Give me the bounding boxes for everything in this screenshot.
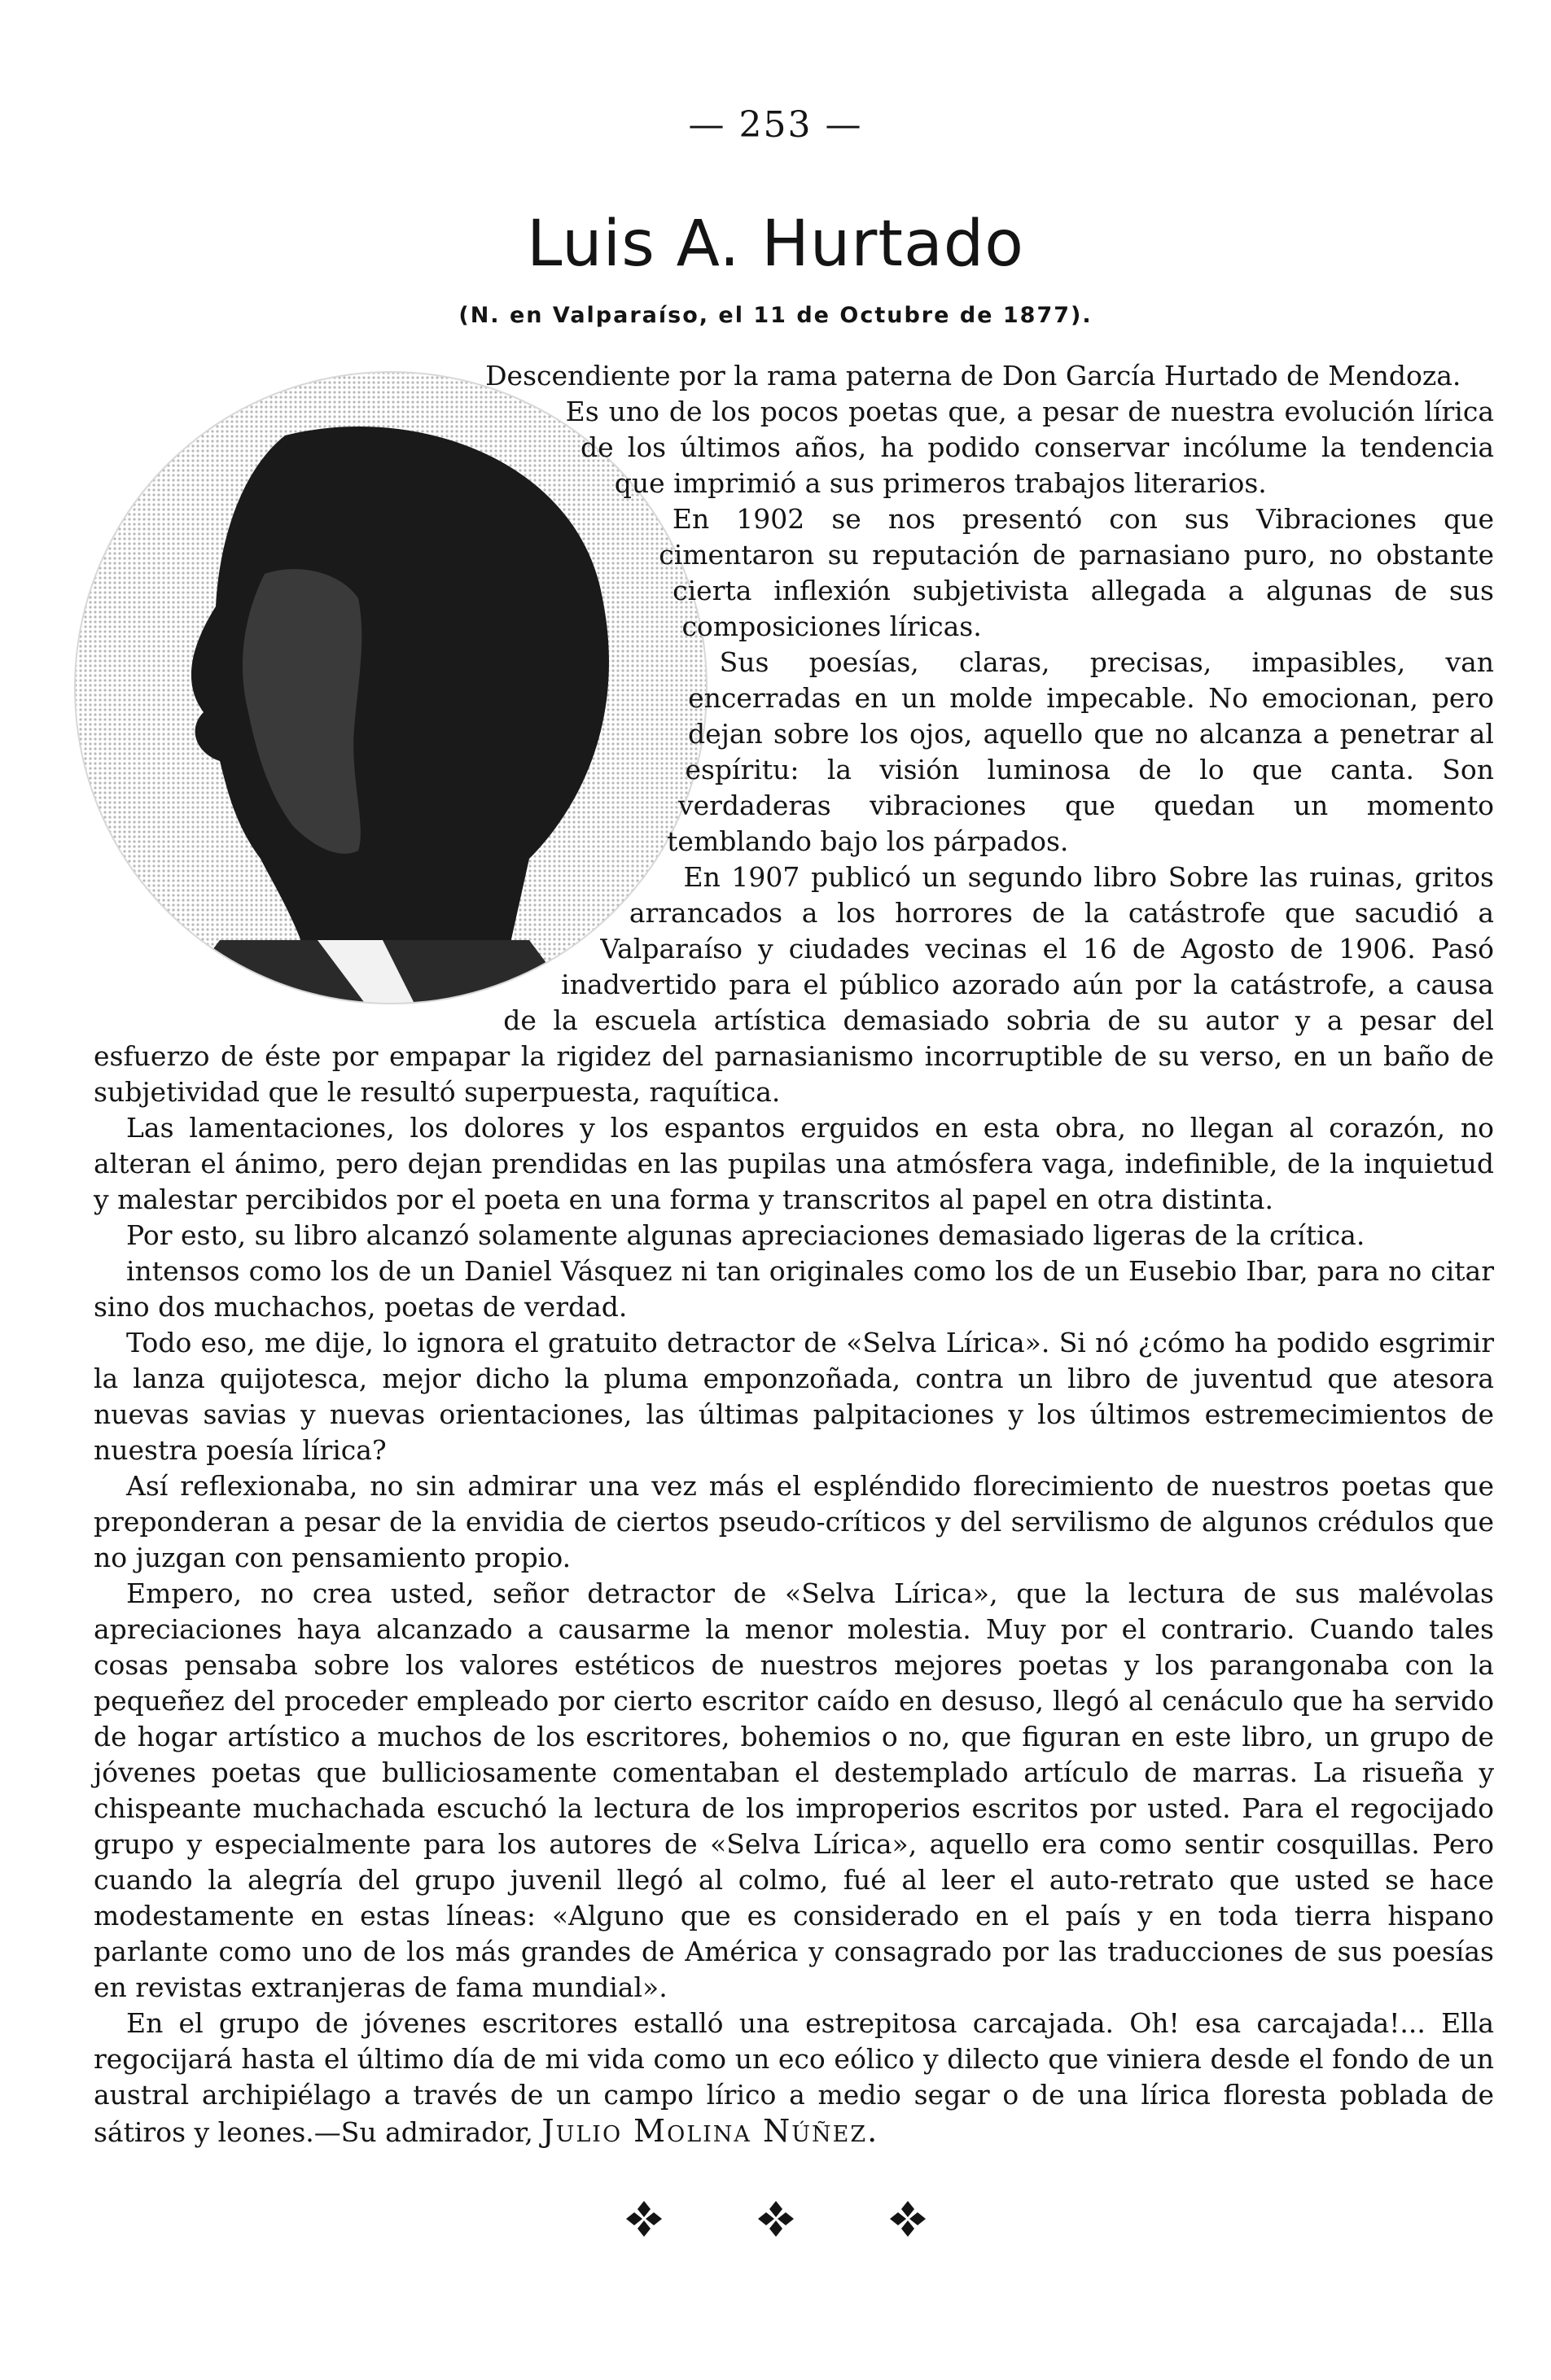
article-body	[94, 358, 1494, 2150]
paragraph: Es uno de los pocos poetas que, a pesar de nuestra evolución lírica de los últimos años, ha podido conservar incólume la tendencia que imprimió a sus primeros trabajos literarios.	[565, 396, 1494, 499]
page-title: Luis A. Hurtado	[527, 208, 1024, 281]
fleuron-icon	[887, 2198, 929, 2240]
birth-note: (N. en Valparaíso, el 11 de Octubre de 1877).	[458, 303, 1093, 328]
paragraph: Las lamentaciones, los dolores y los espantos erguidos en esta obra, no llegan al corazón, no alteran el ánimo, pero dejan prendidas en las pupilas una atmósfera vaga, indefinible, de la inquietud y malestar percibidos por el poeta en una forma y transcritos al papel en otra distinta.	[94, 1112, 1494, 1215]
paragraph: En 1902 se nos presentó con sus Vibraciones que cimentaron su reputación de parnasiano puro, no obstante cierta inflexión subjetivista allegada a algunas de sus composiciones líricas.	[659, 503, 1494, 642]
ornament-row	[0, 2198, 1551, 2240]
page-number: — 253 —	[688, 104, 863, 146]
paragraph: Todo eso, me dije, lo ignora el gratuito detractor de «Selva Lírica». Si nó ¿cómo ha podido esgrimir la lanza quijotesca, mejor dicho la pluma emponzoñada, contra un libro de juventud que atesora nuevas savias y nuevas orientaciones, las últimas palpitaciones y los últimos estremecimientos de nuestra poesía lírica?	[94, 1327, 1494, 1466]
signature: Julio Molina Núñez.	[541, 2113, 879, 2149]
paragraph: Así reflexionaba, no sin admirar una vez más el espléndido florecimiento de nuestros poetas que preponderan a pesar de la envidia de ciertos pseudo-críticos y del servilismo de algunos crédulos que no juzgan con pensamiento propio.	[94, 1470, 1494, 1573]
paragraph	[94, 2006, 1494, 2150]
paragraph: intensos como los de un Daniel Vásquez ni tan originales como los de un Eusebio Ibar, para no citar sino dos muchachos, poetas de verdad.	[94, 1255, 1494, 1323]
fleuron-icon	[755, 2198, 797, 2240]
paragraph: Sus poesías, claras, precisas, impasibles, van encerradas en un molde impecable. No emocionan, pero dejan sobre los ojos, aquello que no alcanza a penetrar al espíritu: la visión luminosa de lo que canta. Son verdaderas vibraciones que quedan un momento temblando bajo los párpados.	[667, 646, 1494, 857]
paragraph: En 1907 publicó un segundo libro Sobre las ruinas, gritos arrancados a los horrores de la catástrofe que sacudió a Valparaíso y ciudades vecinas el 16 de Agosto de 1906. Pasó inadvertido para el público azorado aún por la catástrofe, a causa de la escuela artística demasiado sobria de su autor y a pesar del esfuerzo de éste por empapar la rigidez del parnasianismo incorruptible de su verso, en un baño de subjetividad que le resultó superpuesta, raquítica.	[94, 861, 1494, 1108]
paragraph: Descendiente por la rama paterna de Don García Hurtado de Mendoza.	[485, 360, 1461, 392]
fleuron-icon	[623, 2198, 665, 2240]
paragraph: Por esto, su libro alcanzó solamente algunas apreciaciones demasiado ligeras de la crítica.	[126, 1219, 1365, 1251]
paragraph: Empero, no crea usted, señor detractor de «Selva Lírica», que la lectura de sus malévolas apreciaciones haya alcanzado a causarme la menor molestia. Muy por el contrario. Cuando tales cosas pensaba sobre los valores estéticos de nuestros mejores poetas y los parangonaba con la pequeñez del proceder empleado por cierto escritor caído en desuso, llegó al cenáculo que ha servido de hogar artístico a muchos de los escritores, bohemios o no, que figuran en este libro, un grupo de jóvenes poetas que bulliciosamente comentaban el destemplado artículo de marras. La risueña y chispeante muchachada escuchó la lectura de los improperios escritos por usted. Para el regocijado grupo y especialmente para los autores de «Selva Lírica», aquello era como sentir cosquillas. Pero cuando la alegría del grupo juvenil llegó al colmo, fué al leer el auto-retrato que usted se hace modestamente en estas líneas: «Alguno que es considerado en el país y en toda tierra hispano parlante como uno de los más grandes de América y consagrado por las traducciones de sus poesías en revistas extranjeras de fama mundial».	[94, 1577, 1494, 2003]
closing-text: En el grupo de jóvenes escritores estalló una estrepitosa carcajada. Oh! esa carcajada!... Ella regocijará hasta el último día de mi vida como un eco eólico y dilecto que viniera desde el fondo de un austral archipiélago a través de un campo lírico a medio segar o de una lírica floresta poblada de sátiros y leones.—Su admirador,	[94, 2007, 1494, 2148]
